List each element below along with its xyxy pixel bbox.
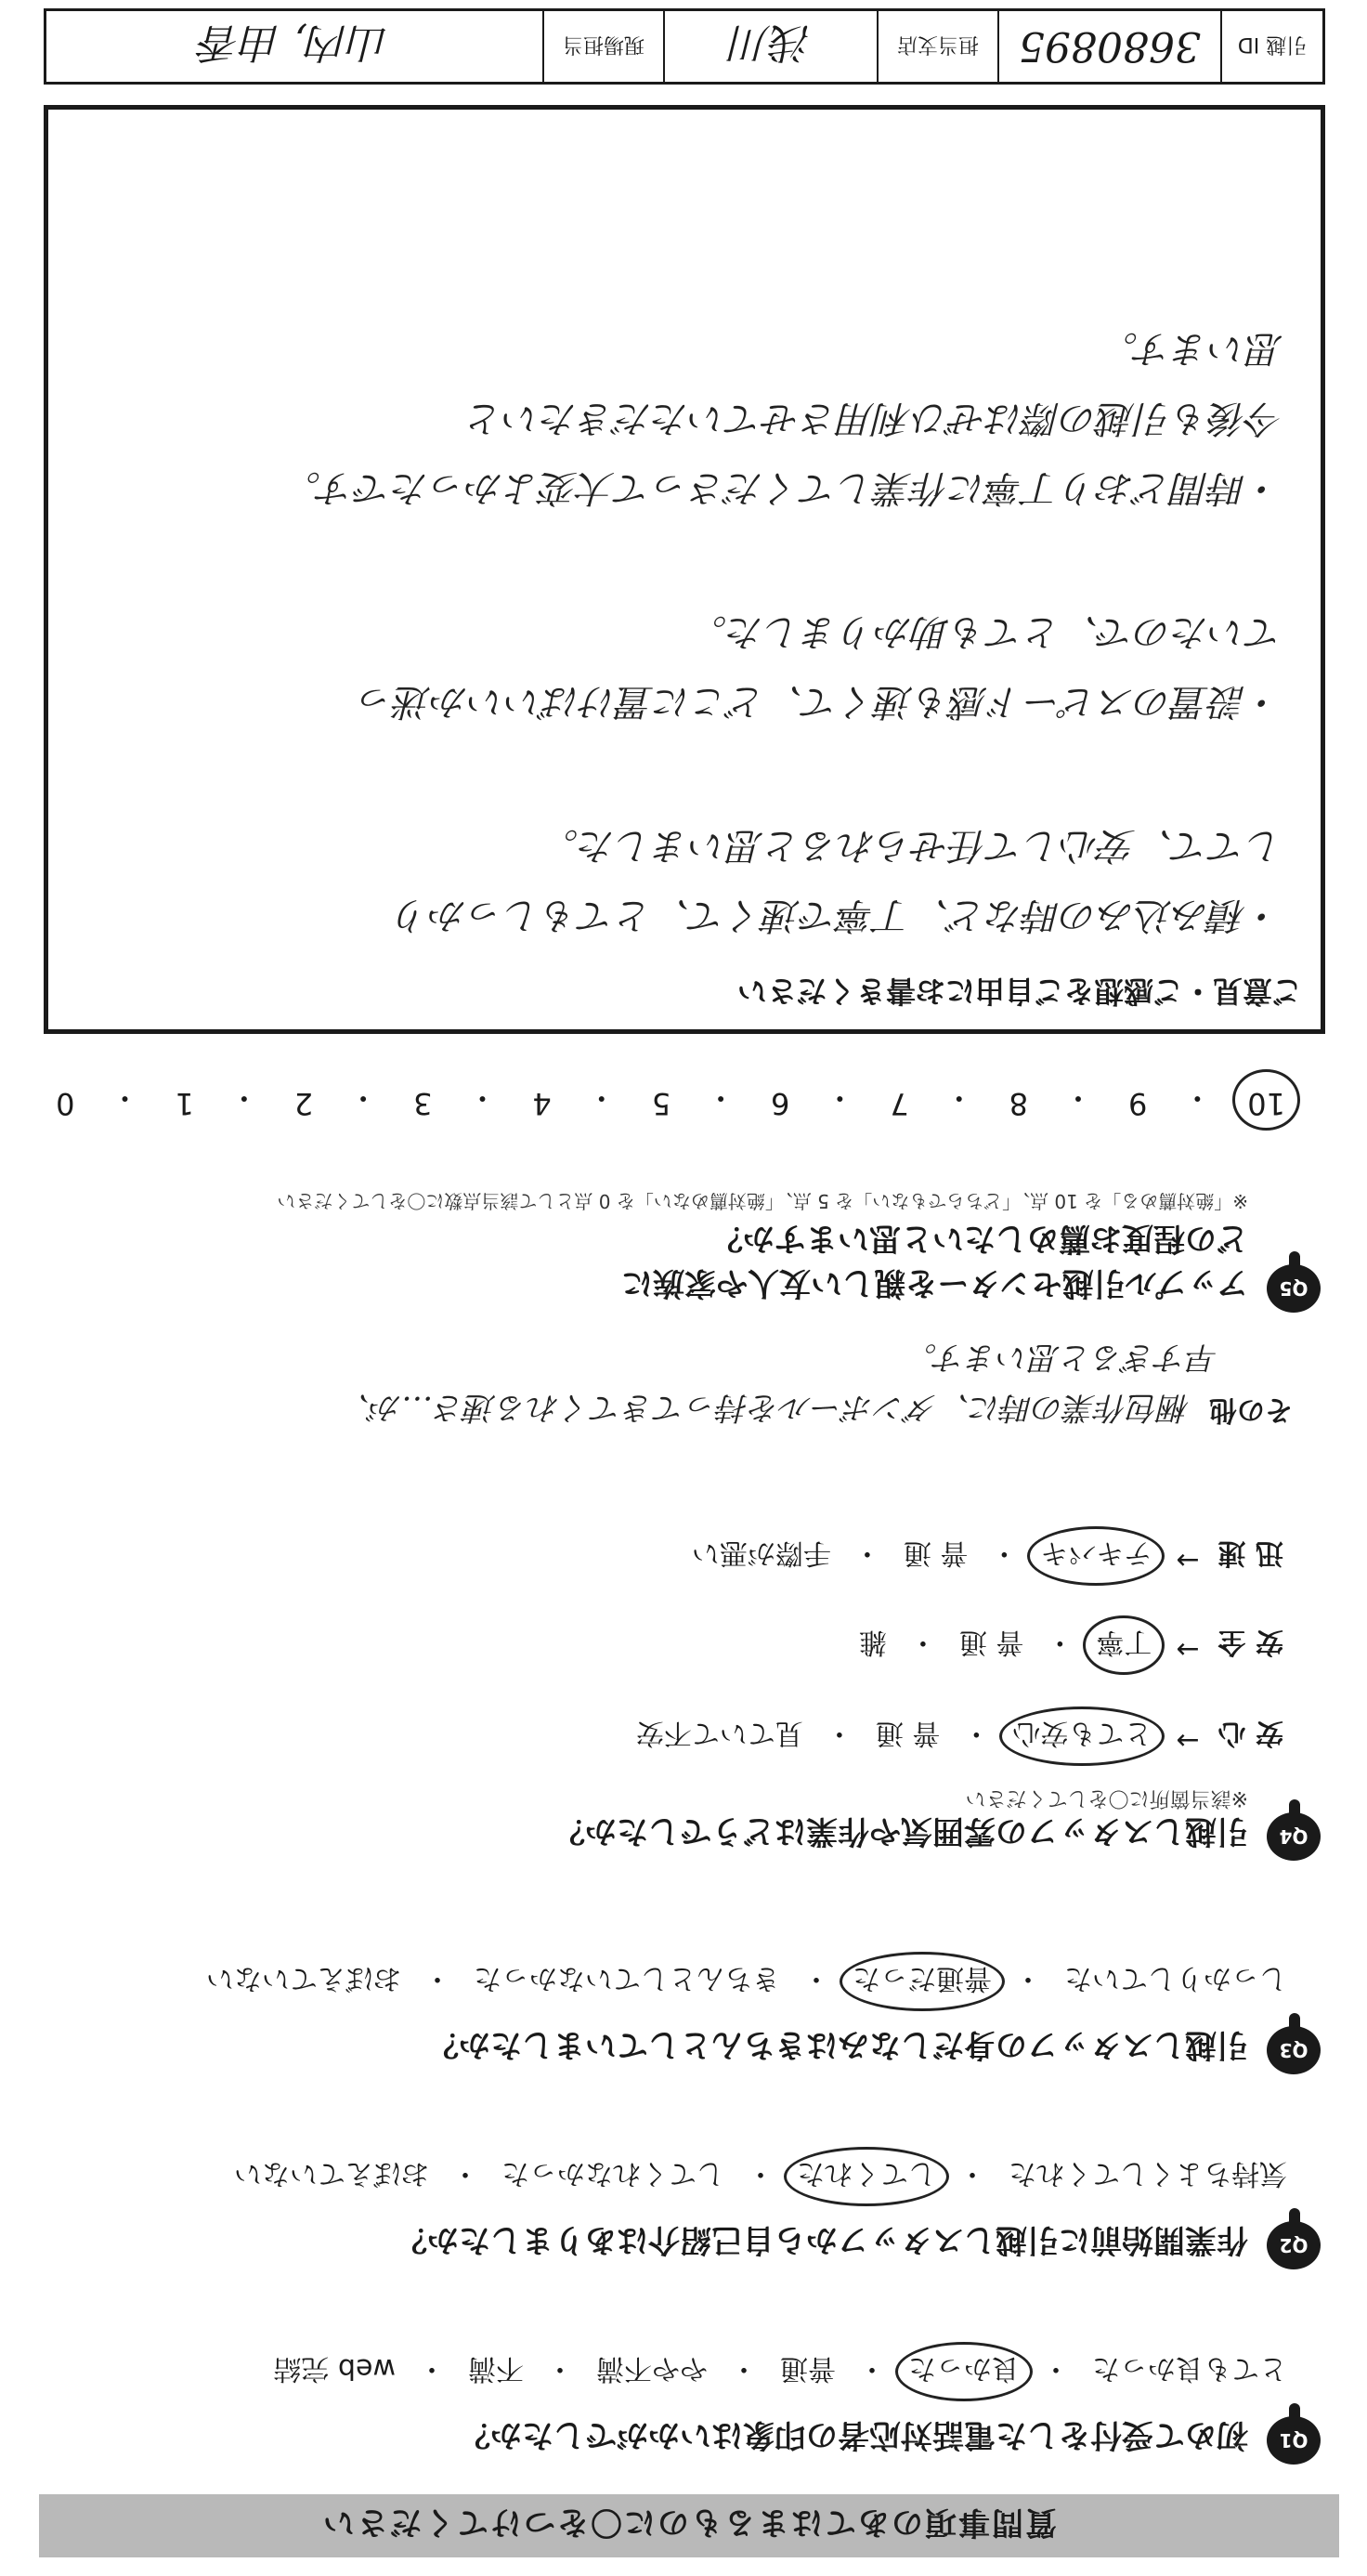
comment-line: してて、安心して任せられると思いました。 — [540, 824, 1283, 867]
q2-options: 気持ちよくしてくれた ・ してくれた ・ してくれなかった ・ おぼえていない — [228, 2156, 1293, 2197]
scale-point[interactable]: 7 — [890, 1086, 909, 1121]
q4-other — [338, 1388, 1293, 1433]
q4-row-anshin: 安 心 → とても安心 ・ 普 通 ・ 見ていて不安 — [631, 1716, 1283, 1757]
q4-option[interactable]: 普 通 — [903, 1536, 969, 1569]
q2-badge: Q2 — [1267, 2221, 1321, 2269]
scale-point[interactable]: 2 — [293, 1086, 314, 1121]
scale-point[interactable]: 3 — [413, 1086, 433, 1121]
q3-option[interactable]: しっかりしていた — [1064, 1962, 1287, 1994]
q4-option[interactable]: 手際が悪い — [691, 1536, 831, 1569]
q4-row-label: 安 心 — [1217, 1717, 1283, 1749]
question-2 — [39, 2139, 1321, 2269]
comment-line: ていたので、とても助かりました。 — [689, 610, 1283, 653]
q5-note: ※「絶対薦める」を 10 点、「どちらでもない」を 5 点、「絶対薦めない」を 0 点として該当点数に〇をしてください — [277, 1190, 1248, 1212]
q3-options: しっかりしていた ・ 普通だった ・ きちんとしていなかった ・ おぼえていない — [201, 1961, 1293, 2002]
id-label: 引越 ID — [1220, 11, 1322, 82]
q4-option-selected[interactable]: とても安心 — [1007, 1716, 1157, 1757]
q4-option[interactable]: 普 通 — [875, 1717, 941, 1749]
q3-option[interactable]: おぼえていない — [206, 1962, 401, 1994]
q4-row-jinsoku: 迅 速 → テキパキ ・ 普 通 ・ 手際が悪い — [686, 1536, 1283, 1576]
scale-point[interactable]: 9 — [1127, 1086, 1148, 1121]
branch-label: 担当支店 — [877, 11, 997, 82]
q4-other-label: その他 — [1209, 1393, 1293, 1426]
q3-option[interactable]: きちんとしていなかった — [474, 1962, 780, 1994]
question-3 — [39, 1944, 1321, 2074]
q5-badge: Q5 — [1267, 1264, 1321, 1313]
q5-scale: 10 ・ 9 ・ 8 ・ 7 ・ 6 ・ 5 ・ 4 ・ 3 ・ 2 ・ 1 ・ 0 — [48, 1079, 1293, 1121]
comment-line: 思います。 — [1100, 327, 1283, 370]
q4-other-handwriting-2[interactable]: 早すぎると思います。 — [905, 1339, 1218, 1376]
scale-point-selected[interactable]: 10 — [1240, 1079, 1293, 1121]
scale-point[interactable]: 8 — [1009, 1086, 1029, 1121]
q4-row-anzen: 安 全 → 丁寧 ・ 普 通 ・ 雑 — [853, 1625, 1283, 1666]
q3-option-selected[interactable]: 普通だった — [847, 1961, 997, 2002]
q4-text: 引越しスタッフの雰囲気や作業はどうでしたか？ — [553, 1812, 1248, 1850]
branch-value[interactable]: 浅川 — [663, 11, 877, 82]
q1-option[interactable]: 不満 — [468, 2352, 524, 2385]
q1-option[interactable]: web 完結 — [273, 2352, 396, 2385]
q1-option-selected[interactable]: 良かった — [903, 2351, 1025, 2392]
question-5 — [39, 1127, 1321, 1313]
q4-option[interactable]: 普 通 — [958, 1626, 1024, 1658]
q4-other-handwriting[interactable]: 梱包作業の時に、ダンボールを持ってきてくれる速さ…が、 — [338, 1389, 1191, 1426]
instruction-banner: 質問事項のあてはまるものに〇をつけてください — [39, 2494, 1339, 2557]
q1-options: とても良かった ・ 良かった ・ 普通 ・ やや不満 ・ 不満 ・ web 完結 — [267, 2351, 1293, 2392]
q4-option-selected[interactable]: テキパキ — [1035, 1536, 1157, 1576]
question-4 — [39, 1471, 1321, 1861]
q4-other-line2 — [905, 1338, 1218, 1383]
q1-badge: Q1 — [1267, 2416, 1321, 2465]
q3-text: 引越しスタッフの身だしなみはきちんとしていましたか？ — [427, 2026, 1248, 2063]
free-comment-box[interactable] — [44, 105, 1325, 1034]
scale-point[interactable]: 5 — [651, 1086, 671, 1121]
q4-note: ※該当箇所に〇をしてください — [965, 1786, 1248, 1810]
q1-option[interactable]: やや不満 — [596, 2352, 708, 2385]
q4-badge: Q4 — [1267, 1812, 1321, 1861]
scale-point[interactable]: 6 — [771, 1086, 790, 1121]
comment-line: 今後も引越の際はぜひ利用させていただきたいと — [466, 397, 1283, 439]
q2-option[interactable]: 気持ちよくしてくれた — [1009, 2157, 1287, 2190]
q4-option-selected[interactable]: 丁寧 — [1090, 1625, 1157, 1666]
q4-option[interactable]: 見ていて不安 — [635, 1717, 803, 1749]
scale-point[interactable]: 0 — [56, 1086, 75, 1121]
question-1 — [39, 2334, 1321, 2465]
q5-text: アップル引越センターを親しい友人や家族に — [621, 1264, 1248, 1301]
q2-option-selected[interactable]: してくれた — [791, 2156, 942, 2197]
scale-point[interactable]: 1 — [175, 1086, 194, 1121]
id-value[interactable]: 3680895 — [997, 11, 1220, 82]
q2-option[interactable]: おぼえていない — [234, 2157, 429, 2190]
comment-line: ・時間どおり丁寧に作業してくださって大変よかったです。 — [283, 466, 1283, 509]
q4-option[interactable]: 雑 — [858, 1626, 887, 1658]
q4-row-label: 迅 速 — [1217, 1536, 1283, 1569]
leader-label: 現場担当 — [542, 11, 663, 82]
q2-option[interactable]: してくれなかった — [501, 2157, 724, 2190]
q5-text-2: どの程度お薦めしたいと思いますか？ — [711, 1220, 1248, 1257]
q3-badge: Q3 — [1267, 2026, 1321, 2074]
id-table — [44, 8, 1325, 85]
comment-line: ・設置のスピード感も速くて、どこに置けばいいか迷っ — [357, 680, 1283, 723]
q1-text: 初めて受付をした電話対応者の印象はいかがでしたか？ — [459, 2416, 1248, 2453]
free-comment-title: ご意見・ご感想をご自由にお書きください — [736, 974, 1302, 1009]
scale-point[interactable]: 4 — [532, 1086, 552, 1121]
q4-row-label: 安 全 — [1217, 1626, 1283, 1658]
q1-option[interactable]: 普通 — [780, 2352, 836, 2385]
comment-line: ・積み込みの時など、丁寧で速くて、とてもしっかり — [392, 894, 1283, 936]
q2-text: 作業開始前に引越しスタッフから自己紹介はありましたか？ — [396, 2221, 1248, 2258]
leader-value[interactable]: 山内, 由香 — [200, 19, 389, 66]
q1-option[interactable]: とても良かった — [1092, 2352, 1287, 2385]
